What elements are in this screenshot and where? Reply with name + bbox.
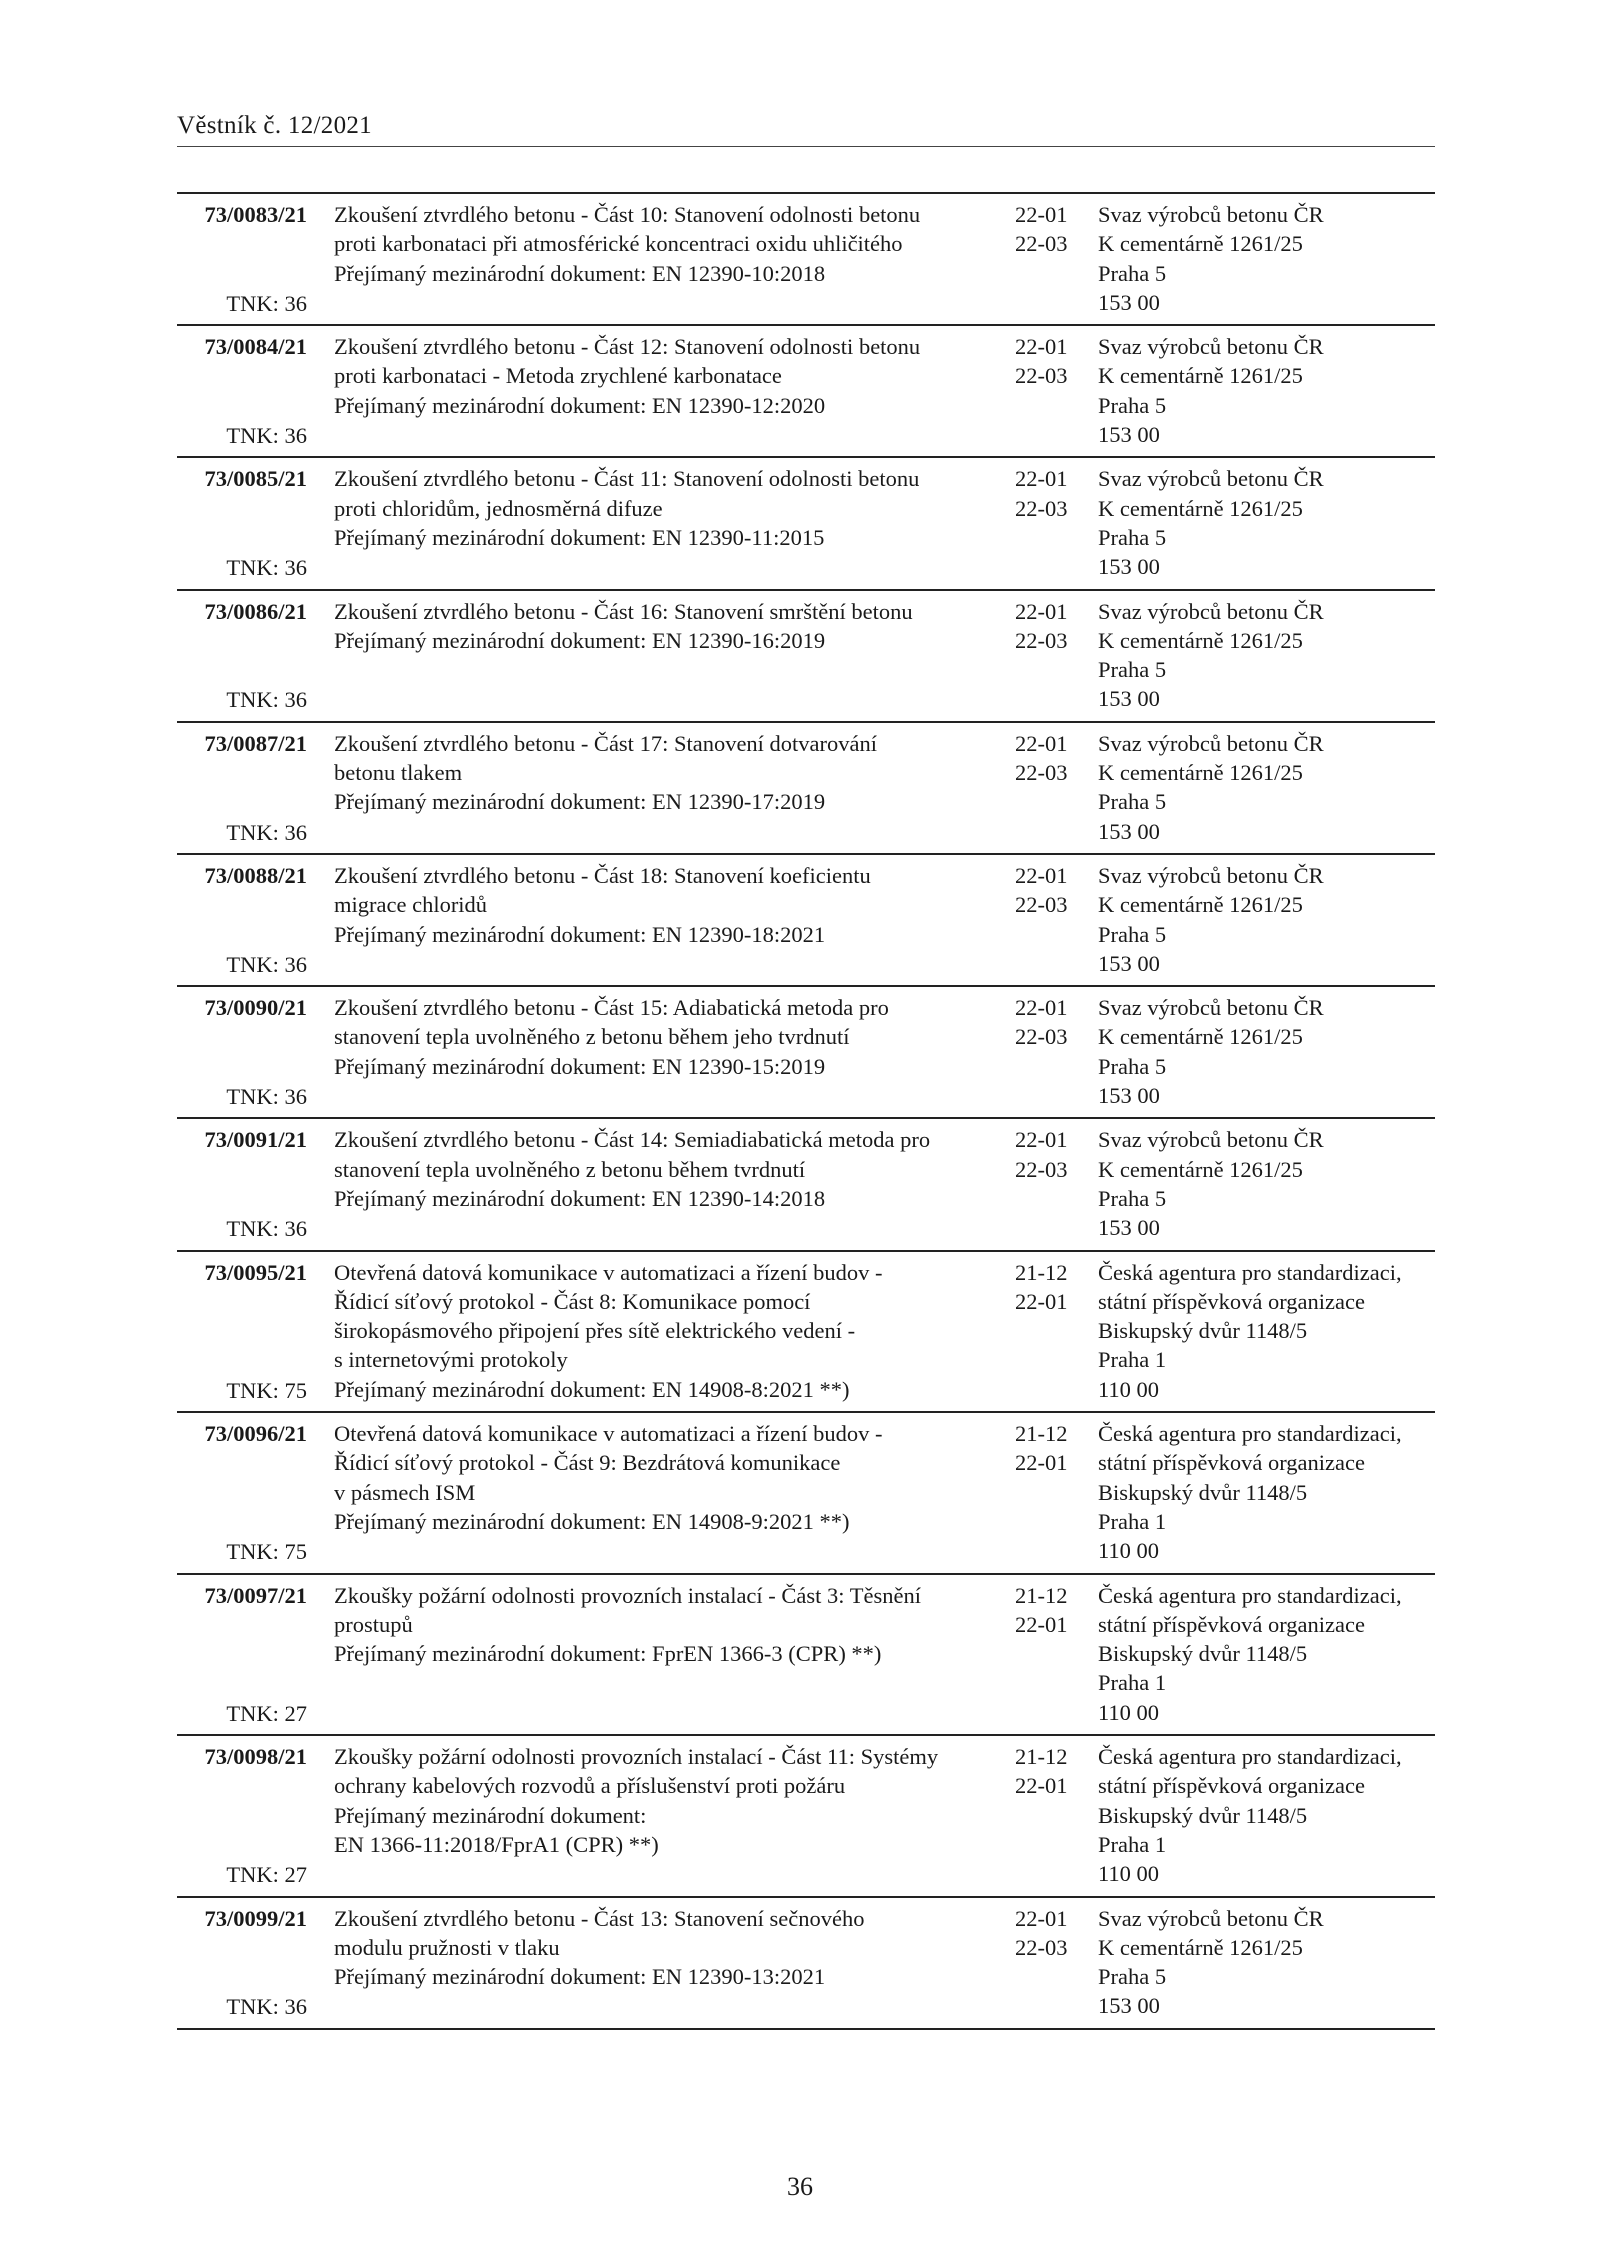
page-header: Věstník č. 12/2021 [177, 112, 372, 139]
organization-line: 153 00 [1098, 1083, 1160, 1109]
description-line: Přejímaný mezinárodní dokument: EN 12390-12:2020 [334, 392, 826, 418]
date-code: 22-03 [1015, 495, 1068, 521]
dates-cell [1015, 1742, 1085, 1801]
header-divider [177, 146, 1435, 147]
dates-cell [1015, 861, 1085, 920]
organization-line: Praha 5 [1098, 524, 1167, 550]
entry-number: 73/0091/21 [204, 1127, 307, 1153]
entry-number: 73/0083/21 [204, 202, 307, 227]
organization-line: 153 00 [1098, 422, 1160, 448]
organization-line: státní příspěvková organizace [1098, 1288, 1365, 1314]
dates-cell [1015, 993, 1085, 1052]
organization-line: Praha 5 [1098, 392, 1167, 418]
organization-line: 153 00 [1098, 554, 1160, 580]
organization-line: 153 00 [1098, 289, 1160, 315]
entry-id-cell [177, 597, 307, 717]
organization-line: Biskupský dvůr 1148/5 [1098, 1479, 1308, 1505]
organization-cell [1098, 1125, 1435, 1242]
organization-line: Praha 5 [1098, 260, 1167, 286]
date-code: 22-03 [1015, 363, 1068, 389]
organization-line: 110 00 [1098, 1699, 1160, 1725]
table-row [177, 723, 1435, 855]
description-line: Zkoušení ztvrdlého betonu - Část 11: Stanovení odolnosti betonu [334, 466, 920, 492]
organization-cell [1098, 200, 1435, 317]
entry-number: 73/0085/21 [204, 466, 307, 492]
organization-line: Praha 5 [1098, 1185, 1167, 1211]
organization-line: 110 00 [1098, 1376, 1160, 1402]
description-line: Řídicí síťový protokol - Část 8: Komunikace pomocí [334, 1288, 811, 1314]
description-line: prostupů [334, 1611, 413, 1637]
date-code: 22-03 [1015, 1934, 1068, 1960]
organization-line: Svaz výrobců betonu ČR [1098, 202, 1324, 227]
description-line: Zkoušení ztvrdlého betonu - Část 15: Adiabatická metoda pro [334, 995, 889, 1021]
tnk-code: TNK: 36 [226, 687, 307, 713]
organization-line: K cementárně 1261/25 [1098, 760, 1303, 786]
description-line: Přejímaný mezinárodní dokument: FprEN 1366-3 (CPR) **) [334, 1641, 882, 1667]
organization-cell [1098, 1581, 1435, 1727]
date-code: 22-03 [1015, 627, 1068, 653]
organization-cell [1098, 597, 1435, 714]
tnk-code: TNK: 27 [226, 1700, 307, 1726]
entry-id-cell [177, 1419, 307, 1569]
organization-line: K cementárně 1261/25 [1098, 363, 1303, 389]
description-line: proti chloridům, jednosměrná difuze [334, 495, 663, 521]
description-line: proti karbonataci při atmosférické koncentraci oxidu uhličitého [334, 231, 903, 257]
date-code: 22-03 [1015, 760, 1068, 786]
date-code: 22-01 [1015, 202, 1068, 227]
description-line: Přejímaný mezinárodní dokument: EN 12390-18:2021 [334, 921, 826, 947]
organization-cell [1098, 1742, 1435, 1888]
tnk-code: TNK: 36 [226, 819, 307, 845]
organization-line: Praha 5 [1098, 921, 1167, 947]
description-line: Přejímaný mezinárodní dokument: EN 12390-11:2015 [334, 524, 825, 550]
dates-cell [1015, 1125, 1085, 1184]
entry-id-cell [177, 1904, 307, 2024]
tnk-code: TNK: 36 [226, 1994, 307, 2020]
organization-line: Česká agentura pro standardizaci, [1098, 1259, 1402, 1285]
description-line: ochrany kabelových rozvodů a příslušenství proti požáru [334, 1773, 846, 1799]
organization-line: Svaz výrobců betonu ČR [1098, 466, 1324, 492]
table-row [177, 1413, 1435, 1575]
organization-line: státní příspěvková organizace [1098, 1611, 1365, 1637]
description-line: Zkoušení ztvrdlého betonu - Část 17: Stanovení dotvarování [334, 730, 878, 756]
organization-line: státní příspěvková organizace [1098, 1773, 1365, 1799]
organization-cell [1098, 861, 1435, 978]
description-line: betonu tlakem [334, 760, 463, 786]
description-line: Zkoušení ztvrdlého betonu - Část 18: Stanovení koeficientu [334, 862, 871, 888]
dates-cell [1015, 200, 1085, 259]
organization-line: K cementárně 1261/25 [1098, 1024, 1303, 1050]
description-line: širokopásmového připojení přes sítě elektrického vedení - [334, 1318, 856, 1344]
organization-line: K cementárně 1261/25 [1098, 1934, 1303, 1960]
tnk-code: TNK: 36 [226, 423, 307, 449]
dates-cell [1015, 729, 1085, 788]
entry-number: 73/0096/21 [204, 1421, 307, 1446]
table-row [177, 326, 1435, 458]
table-row [177, 194, 1435, 326]
description-line: Přejímaný mezinárodní dokument: [334, 1802, 647, 1828]
organization-line: Svaz výrobců betonu ČR [1098, 862, 1324, 888]
date-code: 22-01 [1015, 995, 1068, 1021]
date-code: 22-03 [1015, 1024, 1068, 1050]
description-line: Přejímaný mezinárodní dokument: EN 12390-10:2018 [334, 260, 826, 286]
tnk-code: TNK: 27 [226, 1862, 307, 1888]
entry-id-cell [177, 200, 307, 320]
description-line: s internetovými protokoly [334, 1347, 568, 1373]
date-code: 22-01 [1015, 466, 1068, 492]
organization-line: Praha 5 [1098, 1053, 1167, 1079]
date-code: 21-12 [1015, 1421, 1068, 1446]
table-row [177, 1252, 1435, 1414]
description-line: Řídicí síťový protokol - Část 9: Bezdrátová komunikace [334, 1450, 841, 1476]
entry-number: 73/0084/21 [204, 334, 307, 360]
organization-line: Svaz výrobců betonu ČR [1098, 1905, 1324, 1931]
entry-id-cell [177, 1742, 307, 1892]
entry-number: 73/0097/21 [204, 1582, 307, 1608]
dates-cell [1015, 1904, 1085, 1963]
organization-line: K cementárně 1261/25 [1098, 1156, 1303, 1182]
date-code: 22-01 [1015, 1127, 1068, 1153]
table-row [177, 987, 1435, 1119]
organization-cell [1098, 464, 1435, 581]
dates-cell [1015, 464, 1085, 523]
organization-line: Svaz výrobců betonu ČR [1098, 334, 1324, 360]
description-line: Přejímaný mezinárodní dokument: EN 12390-14:2018 [334, 1185, 826, 1211]
description-line: Zkoušení ztvrdlého betonu - Část 16: Stanovení smrštění betonu [334, 598, 913, 624]
description-line: Přejímaný mezinárodní dokument: EN 14908-8:2021 **) [334, 1376, 850, 1402]
tnk-code: TNK: 36 [226, 290, 307, 316]
organization-line: K cementárně 1261/25 [1098, 231, 1303, 257]
dates-cell [1015, 1581, 1085, 1640]
description-line: Přejímaný mezinárodní dokument: EN 12390-16:2019 [334, 627, 826, 653]
description-line: Přejímaný mezinárodní dokument: EN 14908-9:2021 **) [334, 1508, 850, 1534]
organization-line: 153 00 [1098, 1215, 1160, 1241]
organization-cell [1098, 729, 1435, 846]
description-line: v pásmech ISM [334, 1479, 476, 1505]
description-line: Zkoušení ztvrdlého betonu - Část 13: Stanovení sečnového [334, 1905, 865, 1931]
date-code: 22-01 [1015, 1773, 1068, 1799]
entry-number: 73/0087/21 [204, 730, 307, 756]
date-code: 21-12 [1015, 1259, 1068, 1285]
organization-line: 153 00 [1098, 818, 1160, 844]
organization-cell [1098, 1419, 1435, 1565]
entry-id-cell [177, 729, 307, 849]
table-row [177, 1119, 1435, 1251]
organization-line: Česká agentura pro standardizaci, [1098, 1421, 1402, 1446]
organization-line: Praha 5 [1098, 789, 1167, 815]
description-line: Otevřená datová komunikace v automatizaci a řízení budov - [334, 1421, 883, 1446]
organization-line: Biskupský dvůr 1148/5 [1098, 1641, 1308, 1667]
entry-id-cell [177, 861, 307, 981]
dates-cell [1015, 332, 1085, 391]
description-line: EN 1366-11:2018/FprA1 (CPR) **) [334, 1831, 659, 1857]
organization-cell [1098, 1904, 1435, 2021]
organization-line: Praha 1 [1098, 1508, 1167, 1534]
date-code: 22-01 [1015, 1611, 1068, 1637]
description-line: Zkoušení ztvrdlého betonu - Část 10: Stanovení odolnosti betonu [334, 202, 921, 227]
table-row [177, 458, 1435, 590]
entry-id-cell [177, 1125, 307, 1245]
tnk-code: TNK: 36 [226, 1084, 307, 1110]
organization-line: 153 00 [1098, 1993, 1160, 2019]
entry-id-cell [177, 1581, 307, 1731]
page-number: 36 [787, 2172, 813, 2201]
dates-cell [1015, 1419, 1085, 1478]
description-line: Přejímaný mezinárodní dokument: EN 12390-13:2021 [334, 1964, 826, 1990]
table-row [177, 1898, 1435, 2030]
organization-line: Praha 1 [1098, 1347, 1167, 1373]
organization-line: Praha 5 [1098, 1964, 1167, 1990]
description-line: stanovení tepla uvolněného z betonu během jeho tvrdnutí [334, 1024, 850, 1050]
date-code: 22-03 [1015, 231, 1068, 257]
table-row [177, 1575, 1435, 1737]
description-line: Zkoušky požární odolnosti provozních instalací - Část 3: Těsnění [334, 1582, 921, 1608]
description-line: Přejímaný mezinárodní dokument: EN 12390-17:2019 [334, 789, 826, 815]
description-line: Přejímaný mezinárodní dokument: EN 12390-15:2019 [334, 1053, 826, 1079]
organization-line: Svaz výrobců betonu ČR [1098, 995, 1324, 1021]
organization-line: Praha 1 [1098, 1670, 1167, 1696]
organization-line: státní příspěvková organizace [1098, 1450, 1365, 1476]
date-code: 21-12 [1015, 1582, 1068, 1608]
entry-number: 73/0088/21 [204, 862, 307, 888]
tnk-code: TNK: 36 [226, 555, 307, 581]
entry-number: 73/0086/21 [204, 598, 307, 624]
organization-line: 110 00 [1098, 1861, 1160, 1887]
entry-number: 73/0099/21 [204, 1905, 307, 1931]
organization-line: K cementárně 1261/25 [1098, 627, 1303, 653]
dates-cell [1015, 597, 1085, 656]
description-line: modulu pružnosti v tlaku [334, 1934, 560, 1960]
tnk-code: TNK: 75 [226, 1539, 307, 1565]
date-code: 22-03 [1015, 892, 1068, 918]
organization-line: Svaz výrobců betonu ČR [1098, 1127, 1324, 1153]
description-line: Otevřená datová komunikace v automatizaci a řízení budov - [334, 1259, 883, 1285]
description-line: proti karbonataci - Metoda zrychlené karbonatace [334, 363, 782, 389]
organization-line: Praha 5 [1098, 657, 1167, 683]
entry-id-cell [177, 993, 307, 1113]
standards-table [177, 192, 1435, 2030]
table-row [177, 1736, 1435, 1898]
organization-line: Praha 1 [1098, 1831, 1167, 1857]
organization-line: K cementárně 1261/25 [1098, 892, 1303, 918]
organization-line: Biskupský dvůr 1148/5 [1098, 1318, 1308, 1344]
organization-cell [1098, 1258, 1435, 1404]
description-line: Zkoušení ztvrdlého betonu - Část 12: Stanovení odolnosti betonu [334, 334, 921, 360]
organization-line: Česká agentura pro standardizaci, [1098, 1582, 1402, 1608]
description-line: Zkoušení ztvrdlého betonu - Část 14: Semiadiabatická metoda pro [334, 1127, 931, 1153]
organization-cell [1098, 332, 1435, 449]
organization-line: Česká agentura pro standardizaci, [1098, 1744, 1402, 1769]
entry-id-cell [177, 464, 307, 584]
tnk-code: TNK: 36 [226, 951, 307, 977]
entry-id-cell [177, 1258, 307, 1408]
organization-cell [1098, 993, 1435, 1110]
description-line: Zkoušky požární odolnosti provozních instalací - Část 11: Systémy [334, 1744, 939, 1769]
organization-line: Svaz výrobců betonu ČR [1098, 730, 1324, 756]
description-line: stanovení tepla uvolněného z betonu během tvrdnutí [334, 1156, 806, 1182]
date-code: 22-01 [1015, 598, 1068, 624]
date-code: 22-01 [1015, 862, 1068, 888]
tnk-code: TNK: 75 [226, 1377, 307, 1403]
entry-number: 73/0090/21 [204, 995, 307, 1021]
organization-line: K cementárně 1261/25 [1098, 495, 1303, 521]
entry-id-cell [177, 332, 307, 452]
table-row [177, 855, 1435, 987]
date-code: 22-01 [1015, 334, 1068, 360]
date-code: 22-03 [1015, 1156, 1068, 1182]
date-code: 22-01 [1015, 730, 1068, 756]
organization-line: Biskupský dvůr 1148/5 [1098, 1802, 1308, 1828]
organization-line: Svaz výrobců betonu ČR [1098, 598, 1324, 624]
organization-line: 153 00 [1098, 950, 1160, 976]
organization-line: 153 00 [1098, 686, 1160, 712]
date-code: 22-01 [1015, 1905, 1068, 1931]
organization-line: 110 00 [1098, 1538, 1160, 1564]
date-code: 21-12 [1015, 1744, 1068, 1769]
entry-number: 73/0098/21 [204, 1744, 307, 1769]
dates-cell [1015, 1258, 1085, 1317]
table-row [177, 591, 1435, 723]
date-code: 22-01 [1015, 1450, 1068, 1476]
description-line: migrace chloridů [334, 892, 488, 918]
entry-number: 73/0095/21 [204, 1259, 307, 1285]
tnk-code: TNK: 36 [226, 1216, 307, 1242]
date-code: 22-01 [1015, 1288, 1068, 1314]
